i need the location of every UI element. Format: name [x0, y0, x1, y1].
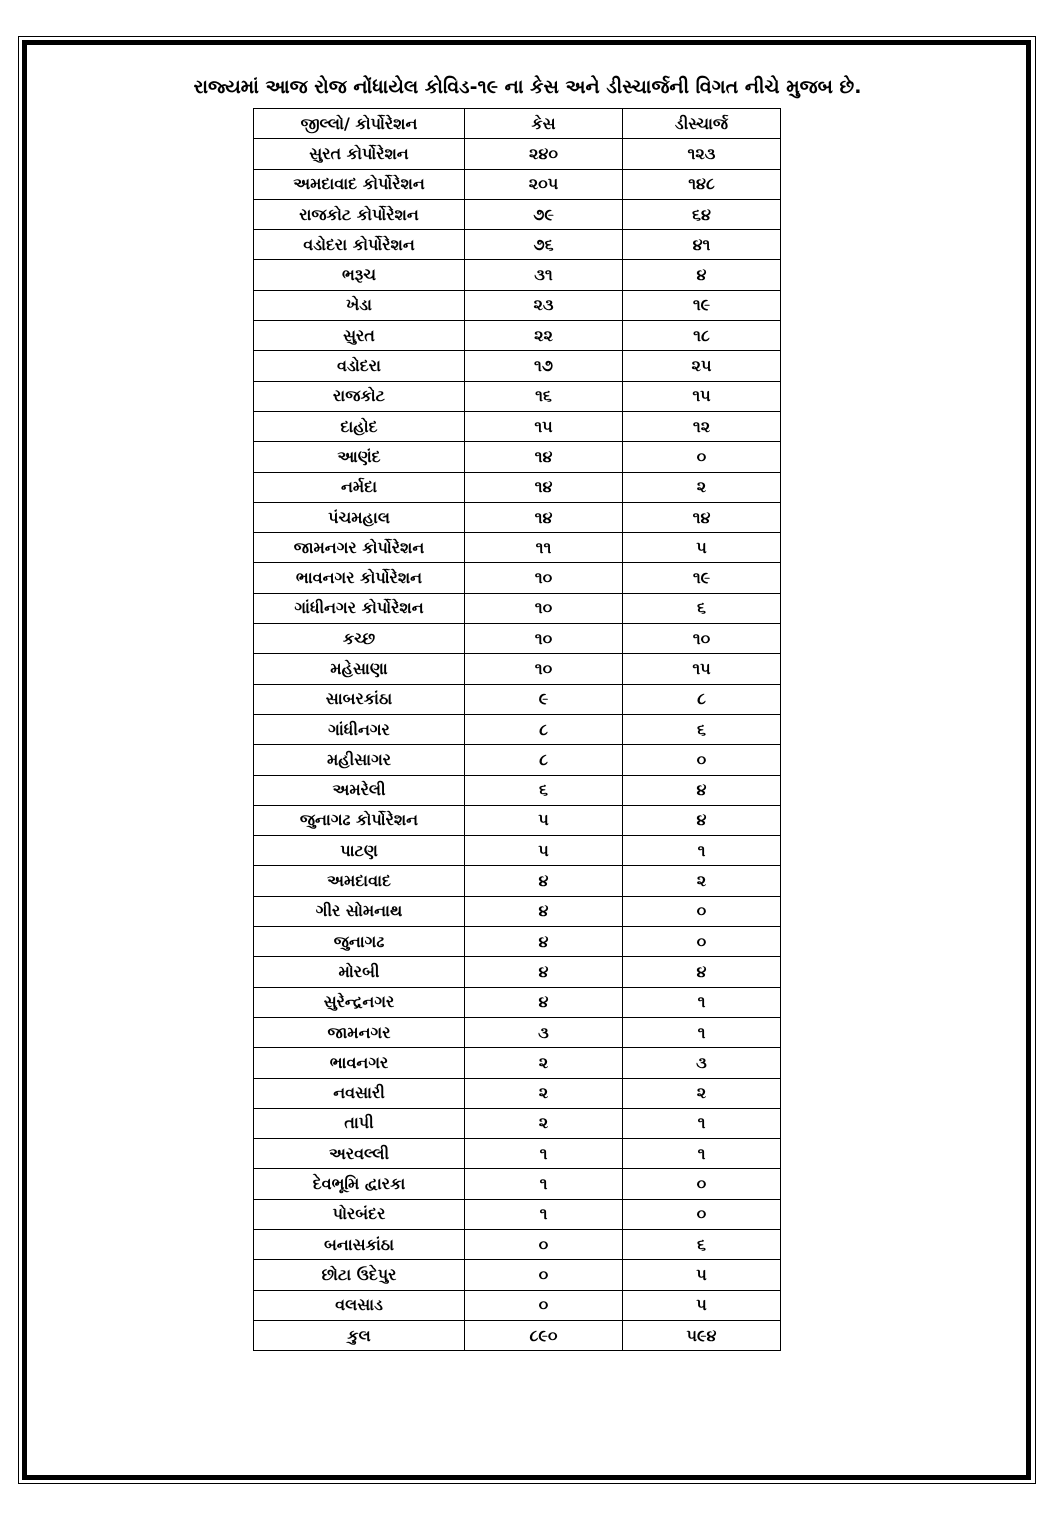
district-cell: જામનગર કોર્પોરેશન	[254, 533, 465, 563]
district-cell: જામનગર	[254, 1017, 465, 1047]
cases-cell: ૨	[465, 1078, 623, 1108]
district-cell: ગાંધીનગર	[254, 714, 465, 744]
district-cell: રાજકોટ	[254, 381, 465, 411]
district-cell: વલસાડ	[254, 1290, 465, 1320]
cases-cell: ૫	[465, 836, 623, 866]
discharge-cell: ૬	[623, 1229, 781, 1259]
table-row	[254, 230, 781, 260]
total-row	[254, 1320, 781, 1350]
header-discharge: ડીસ્ચાર્જ	[623, 109, 781, 139]
discharge-cell: ૮	[623, 684, 781, 714]
cases-cell: ૧	[465, 1169, 623, 1199]
district-cell: સુરત કોર્પોરેશન	[254, 139, 465, 169]
discharge-cell: ૧	[623, 1017, 781, 1047]
district-cell: જુનાગઢ	[254, 927, 465, 957]
discharge-cell: ૧	[623, 1139, 781, 1169]
cases-cell: ૬	[465, 775, 623, 805]
table-row	[254, 714, 781, 744]
district-cell: જુનાગઢ કોર્પોરેશન	[254, 805, 465, 835]
discharge-cell: ૦	[623, 1199, 781, 1229]
total-cases: ૮૯૦	[465, 1320, 623, 1350]
discharge-cell: ૧૯	[623, 563, 781, 593]
district-cell: સુરત	[254, 321, 465, 351]
cases-cell: ૧૦	[465, 654, 623, 684]
cases-cell: ૦	[465, 1290, 623, 1320]
table-row	[254, 1048, 781, 1078]
district-cell: અમરેલી	[254, 775, 465, 805]
discharge-cell: ૧૫	[623, 381, 781, 411]
district-cell: આણંદ	[254, 442, 465, 472]
table-row	[254, 563, 781, 593]
discharge-cell: ૧૫	[623, 654, 781, 684]
district-cell: નર્મદા	[254, 472, 465, 502]
discharge-cell: ૩	[623, 1048, 781, 1078]
district-cell: પંચમહાલ	[254, 502, 465, 532]
district-cell: સાબરકાંઠા	[254, 684, 465, 714]
district-cell: ભાવનગર	[254, 1048, 465, 1078]
discharge-cell: ૧૨	[623, 411, 781, 441]
cases-cell: ૨૪૦	[465, 139, 623, 169]
table-row	[254, 533, 781, 563]
table-row	[254, 805, 781, 835]
district-cell: ખેડા	[254, 290, 465, 320]
cases-cell: ૧૧	[465, 533, 623, 563]
discharge-cell: ૧૦	[623, 624, 781, 654]
discharge-cell: ૧૯	[623, 290, 781, 320]
cases-table	[253, 108, 781, 1351]
cases-cell: ૭૬	[465, 230, 623, 260]
cases-cell: ૧૦	[465, 563, 623, 593]
district-cell: કચ્છ	[254, 624, 465, 654]
cases-cell: ૩	[465, 1017, 623, 1047]
discharge-cell: ૪	[623, 805, 781, 835]
district-cell: ભાવનગર કોર્પોરેશન	[254, 563, 465, 593]
total-label: કુલ	[254, 1320, 465, 1350]
cases-cell: ૦	[465, 1229, 623, 1259]
discharge-cell: ૧૨૩	[623, 139, 781, 169]
table-row	[254, 927, 781, 957]
table-row	[254, 411, 781, 441]
discharge-cell: ૪	[623, 260, 781, 290]
table-row	[254, 866, 781, 896]
table-row	[254, 1017, 781, 1047]
table-row	[254, 1108, 781, 1138]
discharge-cell: ૨૫	[623, 351, 781, 381]
cases-cell: ૮	[465, 714, 623, 744]
district-cell: મહીસાગર	[254, 745, 465, 775]
district-cell: ગીર સોમનાથ	[254, 896, 465, 926]
discharge-cell: ૧૪	[623, 502, 781, 532]
cases-cell: ૨	[465, 1048, 623, 1078]
discharge-cell: ૬૪	[623, 199, 781, 229]
table-row	[254, 957, 781, 987]
table-row	[254, 1290, 781, 1320]
discharge-cell: ૫	[623, 1260, 781, 1290]
table-row	[254, 654, 781, 684]
cases-cell: ૧૪	[465, 472, 623, 502]
table-row	[254, 1139, 781, 1169]
table-row	[254, 381, 781, 411]
table-row	[254, 1078, 781, 1108]
table-row	[254, 321, 781, 351]
district-cell: અમદાવાદ	[254, 866, 465, 896]
district-cell: તાપી	[254, 1108, 465, 1138]
discharge-cell: ૨	[623, 866, 781, 896]
discharge-cell: ૧	[623, 836, 781, 866]
table-row	[254, 502, 781, 532]
cases-cell: ૪	[465, 957, 623, 987]
district-cell: ગાંધીનગર કોર્પોરેશન	[254, 593, 465, 623]
table-header-row	[254, 109, 781, 139]
discharge-cell: ૧	[623, 1108, 781, 1138]
table-body	[254, 139, 781, 1321]
cases-cell: ૮	[465, 745, 623, 775]
district-cell: નવસારી	[254, 1078, 465, 1108]
table-row	[254, 199, 781, 229]
discharge-cell: ૨	[623, 1078, 781, 1108]
cases-cell: ૪	[465, 866, 623, 896]
table-row	[254, 896, 781, 926]
cases-cell: ૧૦	[465, 624, 623, 654]
header-cases: કેસ	[465, 109, 623, 139]
table-row	[254, 987, 781, 1017]
district-cell: દાહોદ	[254, 411, 465, 441]
district-cell: બનાસકાંઠા	[254, 1229, 465, 1259]
table-row	[254, 836, 781, 866]
cases-cell: ૭૯	[465, 199, 623, 229]
discharge-cell: ૦	[623, 442, 781, 472]
district-cell: અરવલ્લી	[254, 1139, 465, 1169]
table-row	[254, 442, 781, 472]
cases-cell: ૧૦	[465, 593, 623, 623]
document-title: રાજ્યમાં આજ રોજ નોંધાયેલ કોવિડ-૧૯ ના કેસ અને ડીસ્ચાર્જની વિગત નીચે મુજબ છે.	[193, 76, 862, 98]
table-row	[254, 684, 781, 714]
header-district: જીલ્લો/ કોર્પોરેશન	[254, 109, 465, 139]
table-row	[254, 290, 781, 320]
cases-cell: ૨	[465, 1108, 623, 1138]
table-row	[254, 1260, 781, 1290]
cases-cell: ૩૧	[465, 260, 623, 290]
cases-cell: ૧૬	[465, 381, 623, 411]
discharge-cell: ૦	[623, 1169, 781, 1199]
discharge-cell: ૪૧	[623, 230, 781, 260]
discharge-cell: ૧	[623, 987, 781, 1017]
discharge-cell: ૦	[623, 927, 781, 957]
table-row	[254, 1199, 781, 1229]
cases-cell: ૦	[465, 1260, 623, 1290]
cases-cell: ૪	[465, 927, 623, 957]
discharge-cell: ૧૮	[623, 321, 781, 351]
district-cell: મહેસાણા	[254, 654, 465, 684]
discharge-cell: ૧૪૮	[623, 169, 781, 199]
table-row	[254, 593, 781, 623]
table-row	[254, 624, 781, 654]
cases-cell: ૪	[465, 987, 623, 1017]
district-cell: પોરબંદર	[254, 1199, 465, 1229]
cases-cell: ૪	[465, 896, 623, 926]
district-cell: ભરૂચ	[254, 260, 465, 290]
discharge-cell: ૬	[623, 714, 781, 744]
discharge-cell: ૬	[623, 593, 781, 623]
table-row	[254, 1169, 781, 1199]
total-discharge: ૫૯૪	[623, 1320, 781, 1350]
table-row	[254, 775, 781, 805]
table-row	[254, 1229, 781, 1259]
cases-cell: ૧૪	[465, 442, 623, 472]
cases-cell: ૧૫	[465, 411, 623, 441]
discharge-cell: ૦	[623, 745, 781, 775]
table-row	[254, 745, 781, 775]
district-cell: મોરબી	[254, 957, 465, 987]
cases-cell: ૨૨	[465, 321, 623, 351]
discharge-cell: ૫	[623, 533, 781, 563]
cases-cell: ૧૪	[465, 502, 623, 532]
cases-cell: ૧	[465, 1139, 623, 1169]
discharge-cell: ૨	[623, 472, 781, 502]
district-cell: છોટા ઉદેપુર	[254, 1260, 465, 1290]
cases-cell: ૯	[465, 684, 623, 714]
district-cell: વડોદરા કોર્પોરેશન	[254, 230, 465, 260]
table-row	[254, 260, 781, 290]
table-row	[254, 472, 781, 502]
discharge-cell: ૪	[623, 957, 781, 987]
cases-cell: ૫	[465, 805, 623, 835]
cases-cell: ૧	[465, 1199, 623, 1229]
cases-cell: ૨૩	[465, 290, 623, 320]
district-cell: પાટણ	[254, 836, 465, 866]
cases-cell: ૧૭	[465, 351, 623, 381]
discharge-cell: ૫	[623, 1290, 781, 1320]
district-cell: અમદાવાદ કોર્પોરેશન	[254, 169, 465, 199]
district-cell: સુરેન્દ્રનગર	[254, 987, 465, 1017]
discharge-cell: ૪	[623, 775, 781, 805]
table-row	[254, 169, 781, 199]
table-row	[254, 139, 781, 169]
district-cell: વડોદરા	[254, 351, 465, 381]
district-cell: રાજકોટ કોર્પોરેશન	[254, 199, 465, 229]
district-cell: દેવભૂમિ દ્વારકા	[254, 1169, 465, 1199]
table-row	[254, 351, 781, 381]
cases-cell: ૨૦૫	[465, 169, 623, 199]
discharge-cell: ૦	[623, 896, 781, 926]
